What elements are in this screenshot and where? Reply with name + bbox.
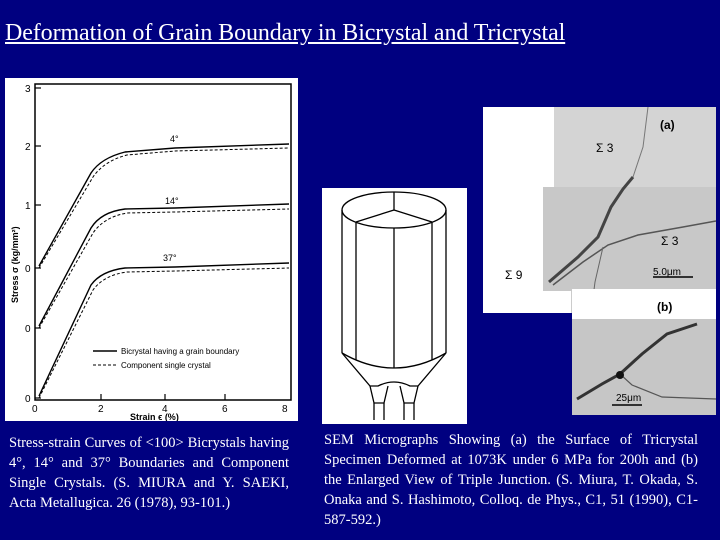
tricrystal-schematic xyxy=(322,188,467,424)
y-tick-label: 0 xyxy=(25,394,31,405)
curve-37deg-single xyxy=(39,268,289,398)
sem-label-a: (a) xyxy=(660,118,675,132)
x-tick-label: 8 xyxy=(282,404,288,415)
x-tick-label: 0 xyxy=(32,404,38,415)
x-tick-label: 2 xyxy=(98,404,104,415)
sem-label-b: (b) xyxy=(657,300,673,314)
caption-sem: SEM Micrographs Showing (a) the Surface of Tricrystal Specimen Deformed at 1073K under 6 MPa for 200h and (b) the Enlarged View of Triple Junction. (S. Miura, T. Okada, S. Onaka and S. Hashimoto, Colloq. de Phys., C1, 51 (1990), C1-587-592.) xyxy=(324,432,698,528)
curve-label-14deg: 14° xyxy=(165,196,179,206)
curve-label-37deg: 37° xyxy=(163,253,177,263)
legend-bicrystal: Bicrystal having a grain boundary xyxy=(121,347,240,356)
y-tick-label: 0 xyxy=(25,324,31,335)
y-tick-label: 1 xyxy=(25,201,31,212)
y-tick-label: 2 xyxy=(25,142,31,153)
legend-single-crystal: Component single crystal xyxy=(121,361,211,370)
curve-37deg-bicrystal xyxy=(39,263,289,396)
curve-14deg-single xyxy=(39,209,289,328)
page-title: Deformation of Grain Boundary in Bicrystal and Tricrystal xyxy=(5,20,566,46)
scale-bar-a: 5.0μm xyxy=(653,267,681,278)
curve-label-4deg: 4° xyxy=(170,134,179,144)
sem-micrograph-b xyxy=(572,289,716,415)
x-axis-title: Strain ϵ (%) xyxy=(130,412,179,421)
y-tick-label: 0 xyxy=(25,264,31,275)
sigma-label-left: Σ 9 xyxy=(505,268,523,282)
x-tick-label: 4 xyxy=(162,404,168,415)
y-tick-label: 3 xyxy=(25,84,31,95)
sigma-label-right: Σ 3 xyxy=(661,234,679,248)
caption-stress-strain: Stress-strain Curves of <100> Bicrystals having 4°, 14° and 37° Boundaries and Component Single Crystals. (S. MIURA and Y. SAEKI, Acta Metallugica. 26 (1978), 93-101.) xyxy=(9,435,289,511)
y-axis-title: Stress σ (kg/mm²) xyxy=(10,226,20,303)
scale-bar-b: 25μm xyxy=(616,393,642,404)
sigma-label-top: Σ 3 xyxy=(596,141,614,155)
sem-micrograph-a xyxy=(483,107,716,313)
stress-strain-graph xyxy=(5,78,298,421)
x-tick-label: 6 xyxy=(222,404,228,415)
